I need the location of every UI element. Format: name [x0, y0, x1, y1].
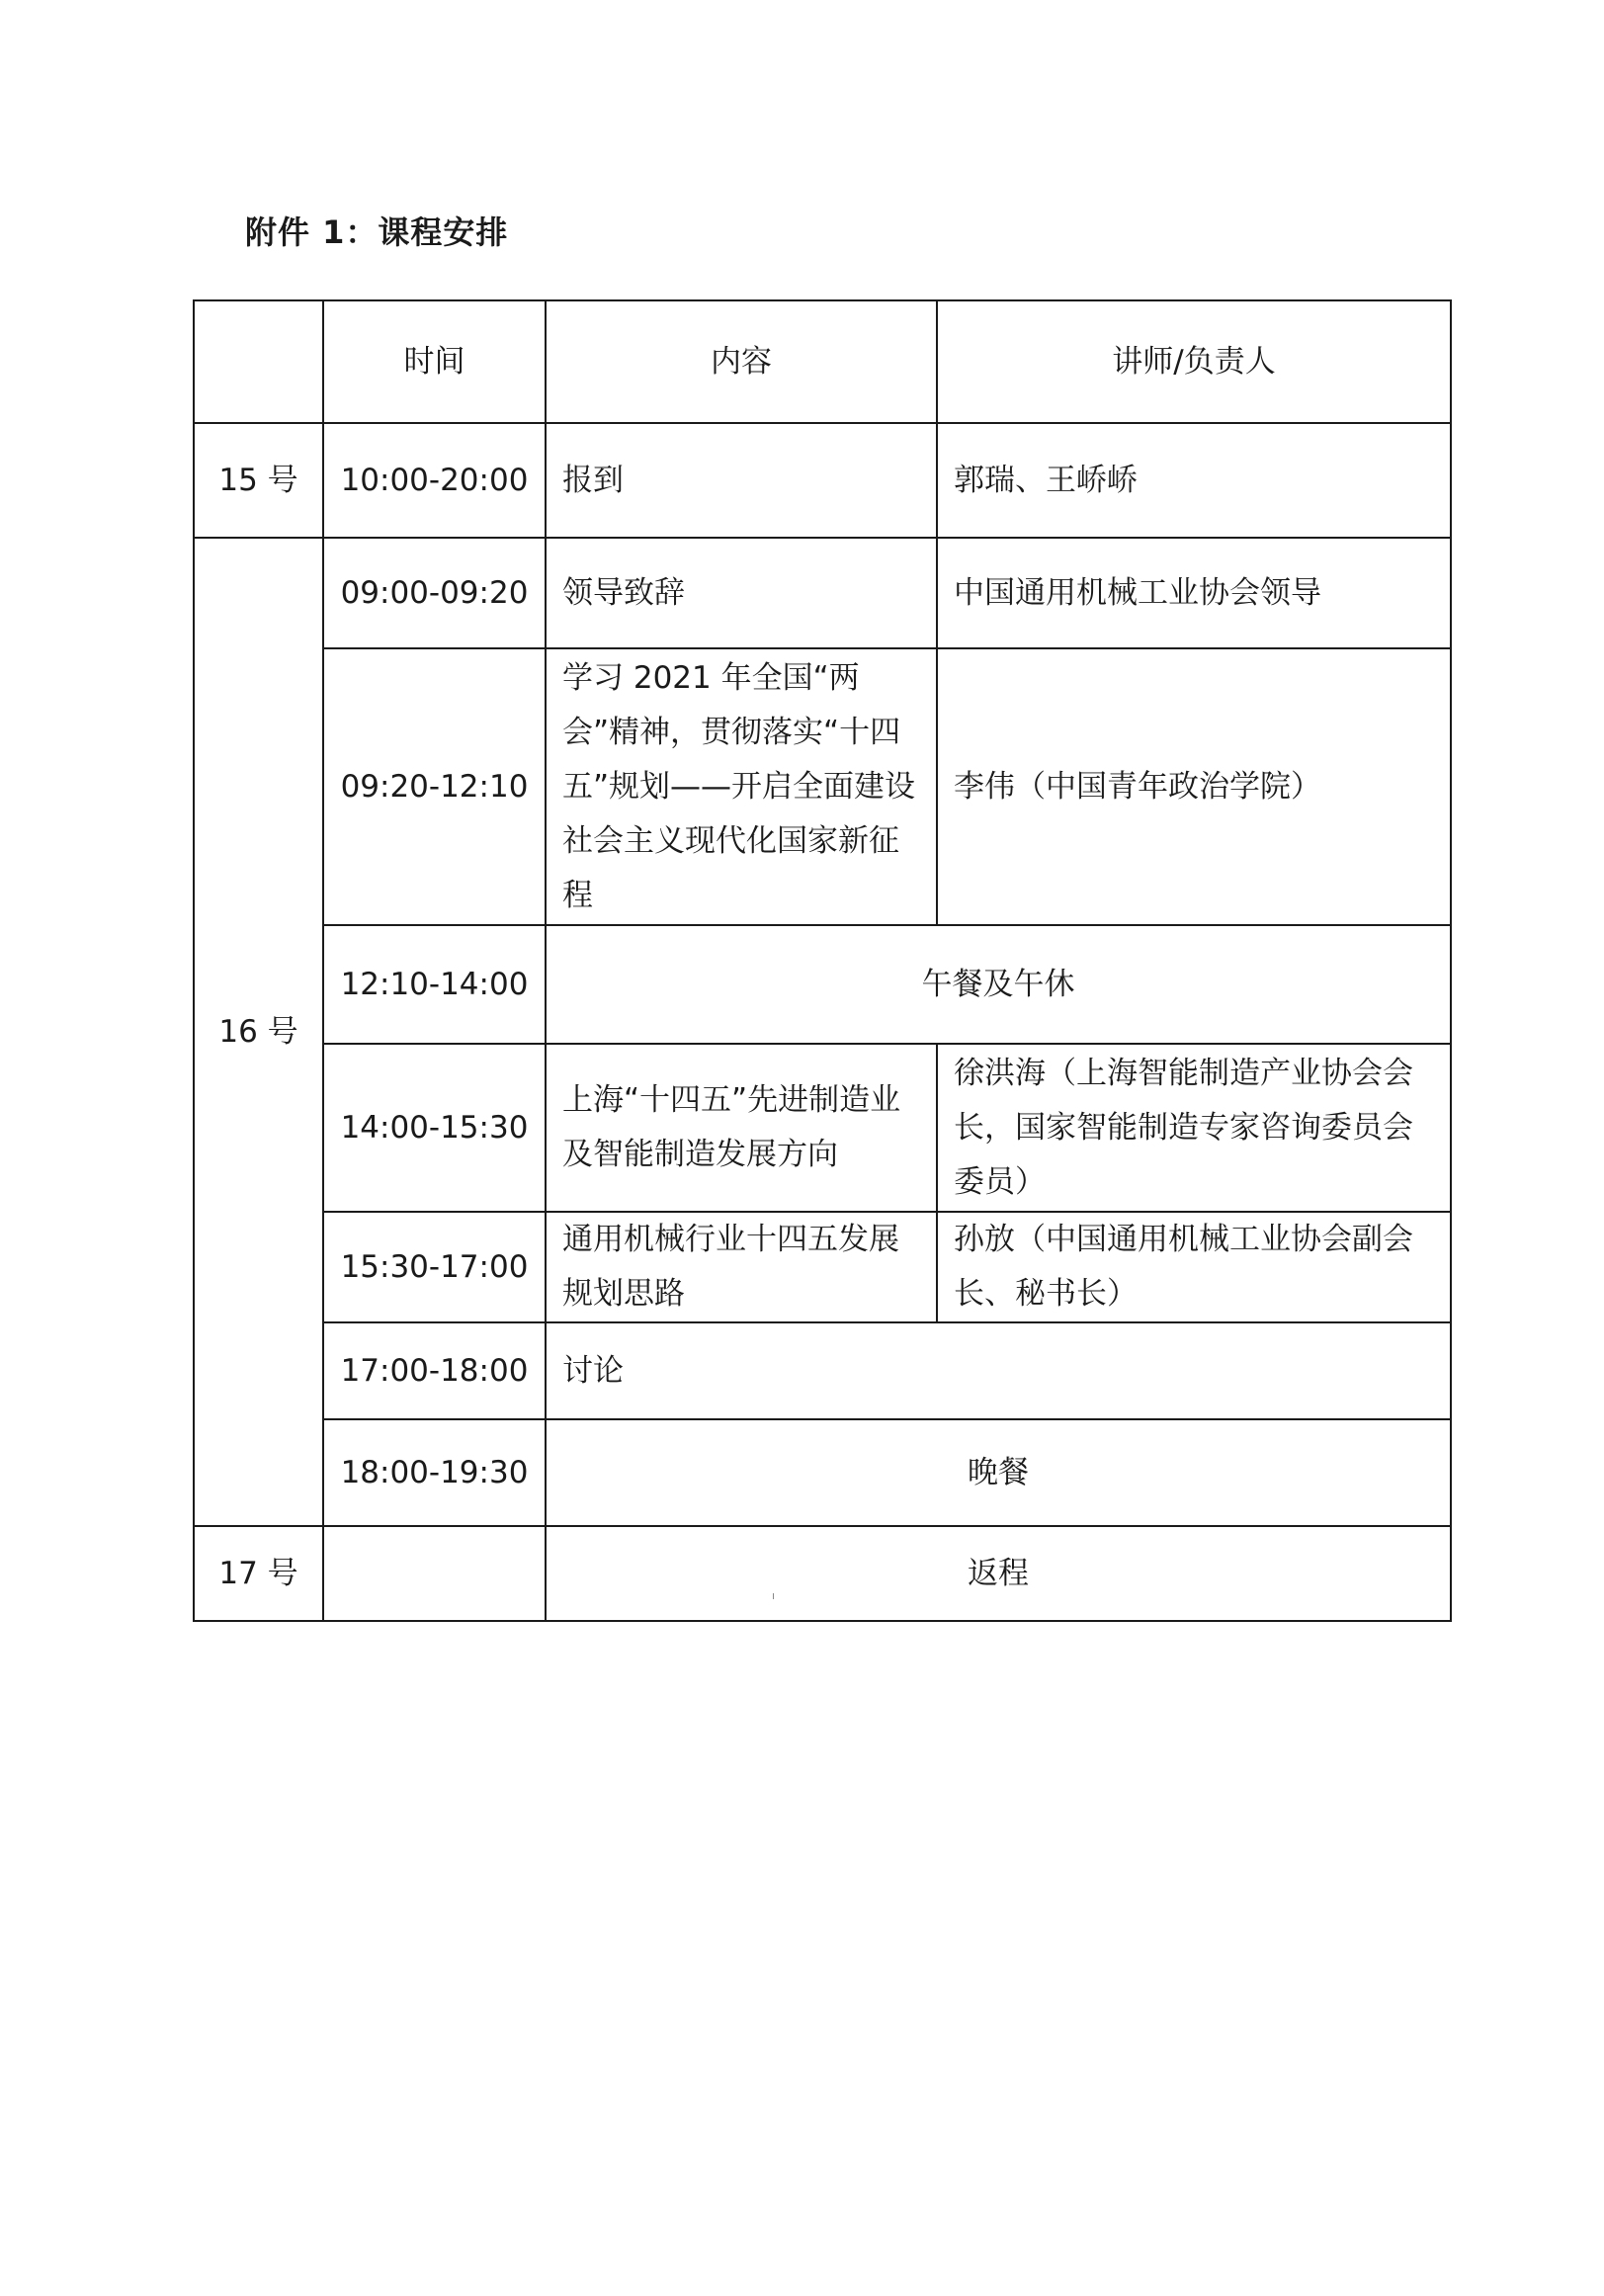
time-cell: 09:00-09:20 — [323, 538, 546, 648]
header-row — [194, 300, 1451, 423]
table-row — [194, 925, 1451, 1044]
schedule-table — [193, 299, 1452, 1622]
time-cell: 10:00-20:00 — [323, 423, 546, 538]
table-row — [194, 1526, 1451, 1621]
day-cell: 17 号 — [194, 1526, 323, 1621]
table-row — [194, 1322, 1451, 1419]
content-cell: 领导致辞 — [546, 538, 937, 648]
table-row — [194, 1419, 1451, 1526]
time-cell: 14:00-15:30 — [323, 1044, 546, 1212]
content-cell: 晚餐 — [546, 1419, 1451, 1526]
lecturer-cell: 李伟（中国青年政治学院） — [937, 648, 1451, 925]
time-cell: 12:10-14:00 — [323, 925, 546, 1044]
page-title: 附件 1：课程安排 — [245, 213, 509, 251]
table-row — [194, 1212, 1451, 1322]
content-cell: 学习 2021 年全国“两会”精神，贯彻落实“十四五”规划——开启全面建设社会主义现代化国家新征程 — [546, 648, 937, 925]
time-cell: 15:30-17:00 — [323, 1212, 546, 1322]
content-cell: 讨论 — [546, 1322, 1451, 1419]
lecturer-cell: 孙放（中国通用机械工业协会副会长、秘书长） — [937, 1212, 1451, 1322]
header-time: 时间 — [323, 300, 546, 423]
day-cell: 16 号 — [194, 538, 323, 1526]
content-cell: 通用机械行业十四五发展规划思路 — [546, 1212, 937, 1322]
table-row — [194, 538, 1451, 648]
content-cell: 上海“十四五”先进制造业及智能制造发展方向 — [546, 1044, 937, 1212]
time-cell: 17:00-18:00 — [323, 1322, 546, 1419]
lecturer-cell: 郭瑞、王峤峤 — [937, 423, 1451, 538]
header-day — [194, 300, 323, 423]
table-row — [194, 1044, 1451, 1212]
time-cell: 18:00-19:30 — [323, 1419, 546, 1526]
header-content: 内容 — [546, 300, 937, 423]
content-cell: 报到 — [546, 423, 937, 538]
header-lecturer: 讲师/负责人 — [937, 300, 1451, 423]
content-cell: 午餐及午休 — [546, 925, 1451, 1044]
time-cell: 09:20-12:10 — [323, 648, 546, 925]
day-cell: 15 号 — [194, 423, 323, 538]
table-row — [194, 648, 1451, 925]
lecturer-cell: 中国通用机械工业协会领导 — [937, 538, 1451, 648]
lecturer-cell: 徐洪海（上海智能制造产业协会会长，国家智能制造专家咨询委员会委员） — [937, 1044, 1451, 1212]
table-row — [194, 423, 1451, 538]
scan-speck — [773, 1593, 777, 1599]
content-cell: 返程 — [546, 1526, 1451, 1621]
time-cell — [323, 1526, 546, 1621]
